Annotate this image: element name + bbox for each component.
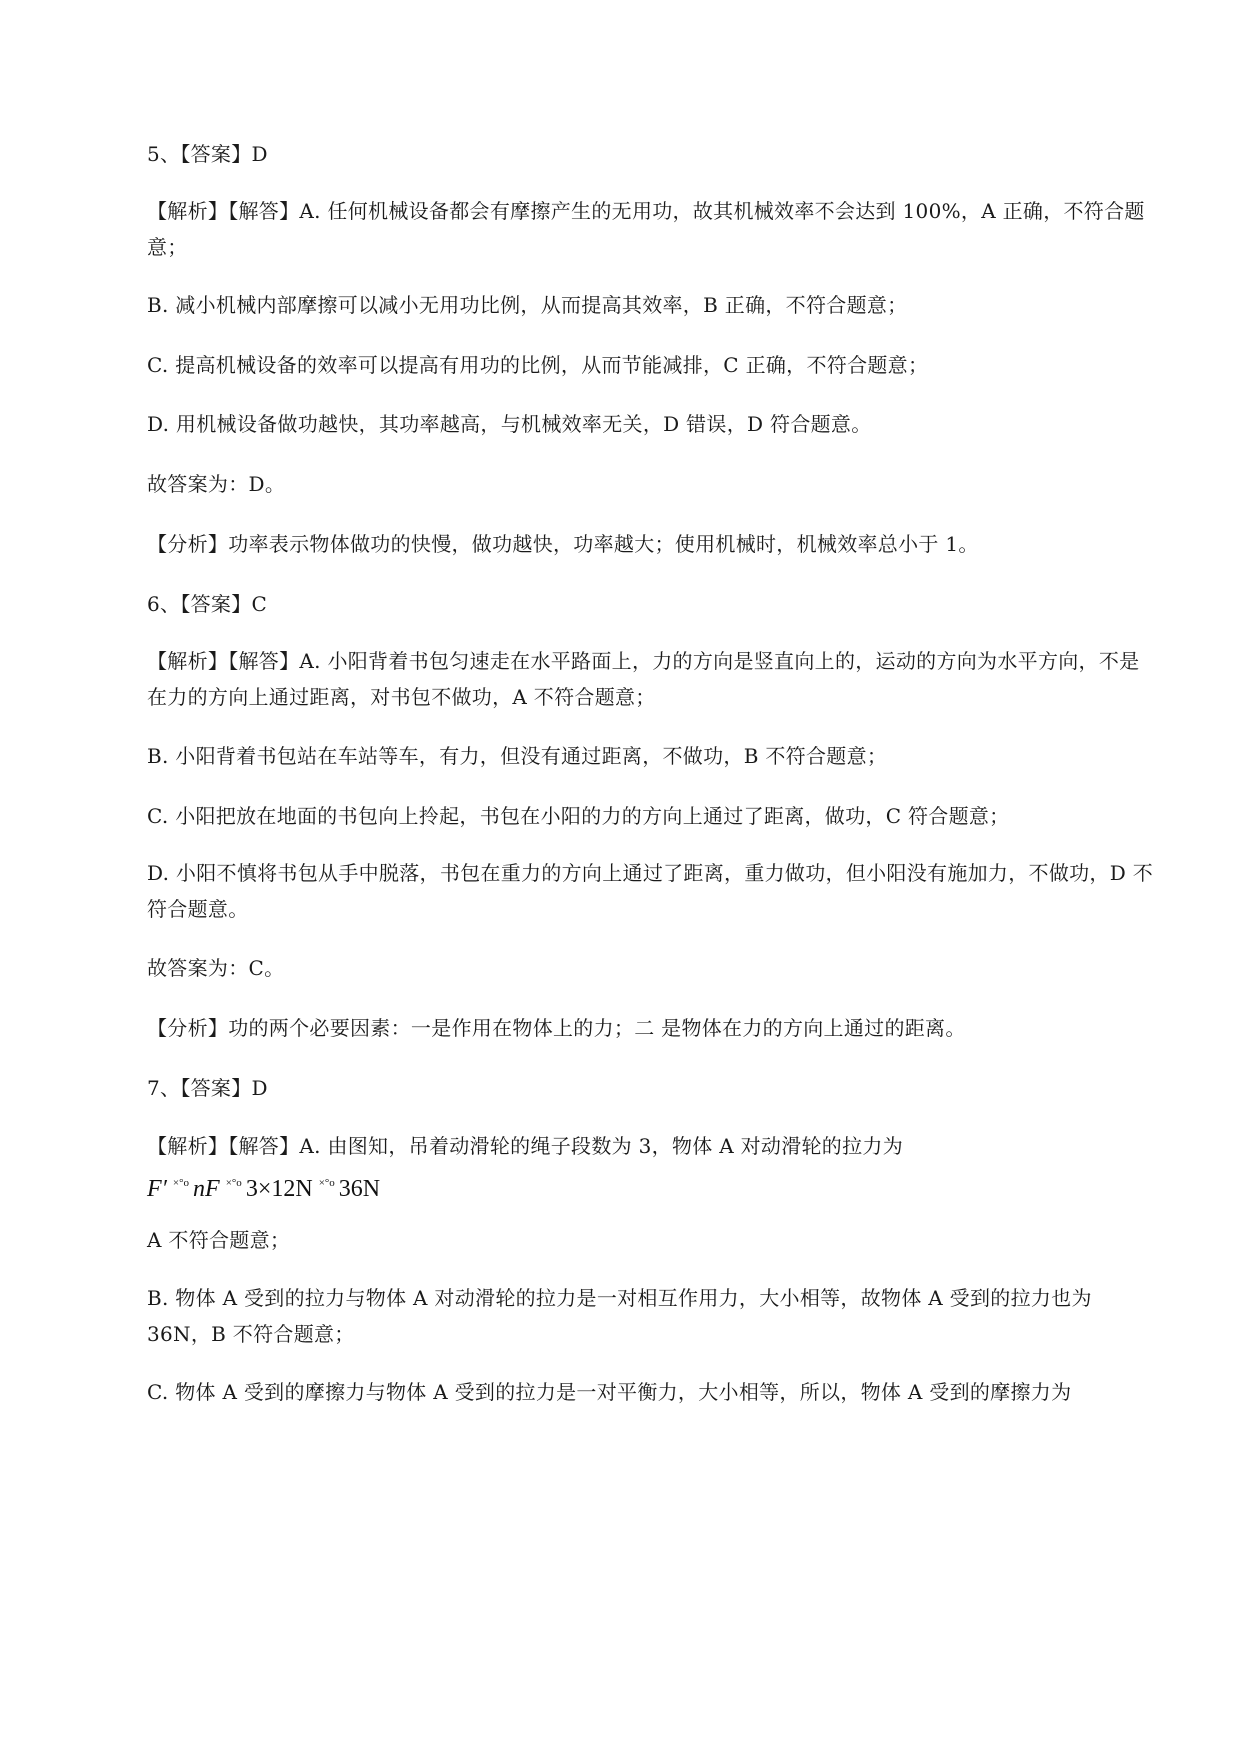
q5-conclusion: 故答案为：D。 (147, 472, 286, 496)
formula-symbol: ×°o (318, 1177, 335, 1189)
q5-summary: 【分析】功率表示物体做功的快慢，做功越快，功率越大；使用机械时，机械效率总小于 1。 (147, 532, 979, 556)
formula-symbol: ×°o (172, 1177, 190, 1189)
q5-analysis-a: 【解析】【解答】A. 任何机械设备都会有摩擦产生的无用功，故其机械效率不会达到 100%，A 正确，不符合题意； (147, 199, 1145, 259)
formula-result: 36N (338, 1176, 381, 1202)
formula-product: 3×12N (245, 1176, 313, 1202)
q6-answer: 6、【答案】C (147, 592, 268, 616)
q7-option-b: B. 物体 A 受到的拉力与物体 A 对动滑轮的拉力是一对相互作用力，大小相等，故物体 A 受到的拉力也为 36N，B 不符合题意； (147, 1286, 1092, 1346)
q7-analysis-a: 【解析】【解答】A. 由图知，吊着动滑轮的绳子段数为 3，物体 A 对动滑轮的拉力为 (147, 1134, 903, 1158)
q6-option-c: C. 小阳把放在地面的书包向上拎起，书包在小阳的力的方向上通过了距离，做功，C 符合题意； (147, 804, 1010, 828)
q5-option-b: B. 减小机械内部摩擦可以减小无用功比例，从而提高其效率，B 正确，不符合题意； (147, 293, 908, 317)
formula-nf: nF (193, 1176, 220, 1202)
q7-option-c: C. 物体 A 受到的摩擦力与物体 A 受到的拉力是一对平衡力，大小相等，所以，物体 A 受到的摩擦力为 (147, 1380, 1072, 1404)
formula-symbol: ×°o (225, 1177, 242, 1189)
q6-conclusion: 故答案为：C。 (147, 956, 285, 980)
q6-summary: 【分析】功的两个必要因素：一是作用在物体上的力；二 是物体在力的方向上通过的距离。 (147, 1016, 966, 1040)
q7-option-a-tail: A 不符合题意； (147, 1228, 291, 1252)
q5-answer: 5、【答案】D (147, 142, 268, 166)
q7-formula (147, 1168, 380, 1204)
q6-option-b: B. 小阳背着书包站在车站等车，有力，但没有通过距离，不做功，B 不符合题意； (147, 744, 888, 768)
q5-option-c: C. 提高机械设备的效率可以提高有用功的比例，从而节能减排，C 正确，不符合题意； (147, 353, 929, 377)
q6-analysis-a: 【解析】【解答】A. 小阳背着书包匀速走在水平路面上，力的方向是竖直向上的，运动的方向为水平方向，不是在力的方向上通过距离，对书包不做功，A 不符合题意； (147, 649, 1140, 709)
q5-option-d: D. 用机械设备做功越快，其功率越高，与机械效率无关，D 错误，D 符合题意。 (147, 412, 872, 436)
q6-option-d: D. 小阳不慎将书包从手中脱落，书包在重力的方向上通过了距离，重力做功，但小阳没有施加力，不做功，D 不符合题意。 (147, 861, 1154, 921)
formula-f-prime: F′ (147, 1176, 167, 1202)
q7-answer: 7、【答案】D (147, 1076, 268, 1100)
